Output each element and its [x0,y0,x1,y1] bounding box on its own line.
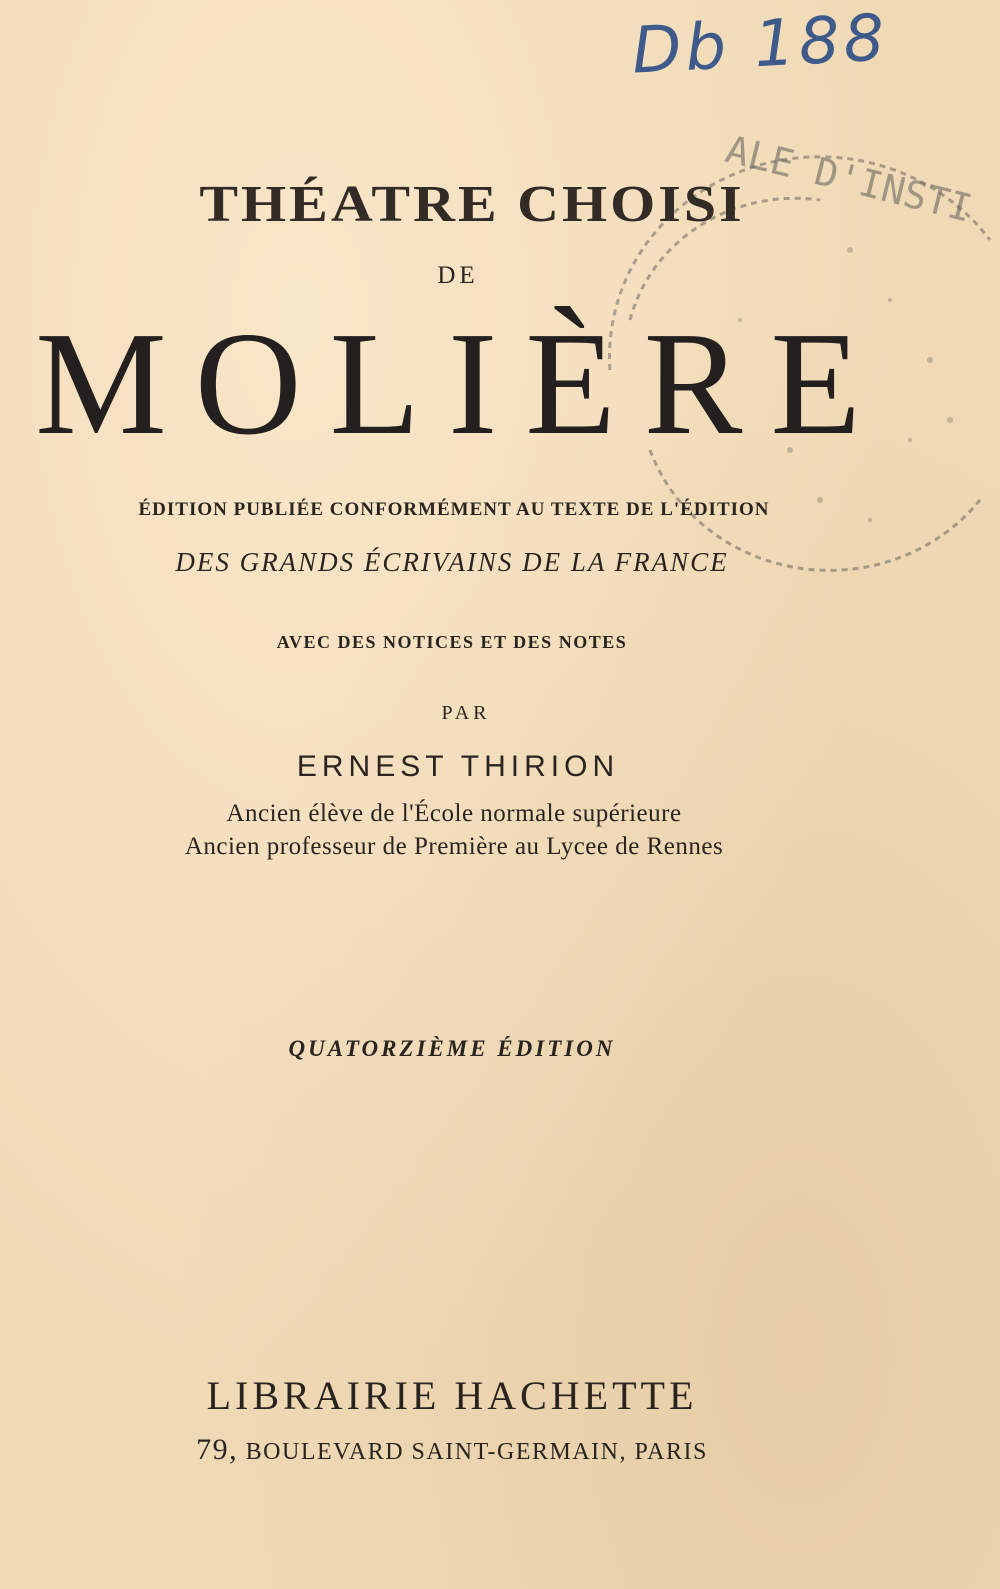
title-line-2: DE [437,262,479,289]
address-street: BOULEVARD SAINT-GERMAIN, PARIS [245,1439,708,1465]
edition-note: ÉDITION PUBLIÉE CONFORMÉMENT AU TEXTE DE L'ÉDITION [138,499,770,520]
editor-credential-1: Ancien élève de l'École normale supérieure [226,800,682,827]
editor-name: ERNEST THIRION [296,750,620,783]
edition-number: QUATORZIÈME ÉDITION [288,1036,616,1061]
by-label: PAR [441,702,491,724]
author-name: MOLIÈRE [35,302,889,466]
publisher-address [0,1433,952,1467]
editor-credential-2: Ancien professeur de Première au Lycee de Rennes [184,833,724,860]
supplement-note: AVEC DES NOTICES ET DES NOTES [276,632,628,652]
stamp-text: ALE D'INSTI [721,127,977,231]
handwritten-shelfmark: Db 188 [630,1,891,89]
title-line-1: THÉATRE CHOISI [199,174,745,233]
address-number: 79, [196,1433,239,1466]
publisher-name: LIBRAIRIE HACHETTE [206,1373,698,1418]
collection-name: DES GRANDS ÉCRIVAINS DE LA FRANCE [175,547,729,577]
